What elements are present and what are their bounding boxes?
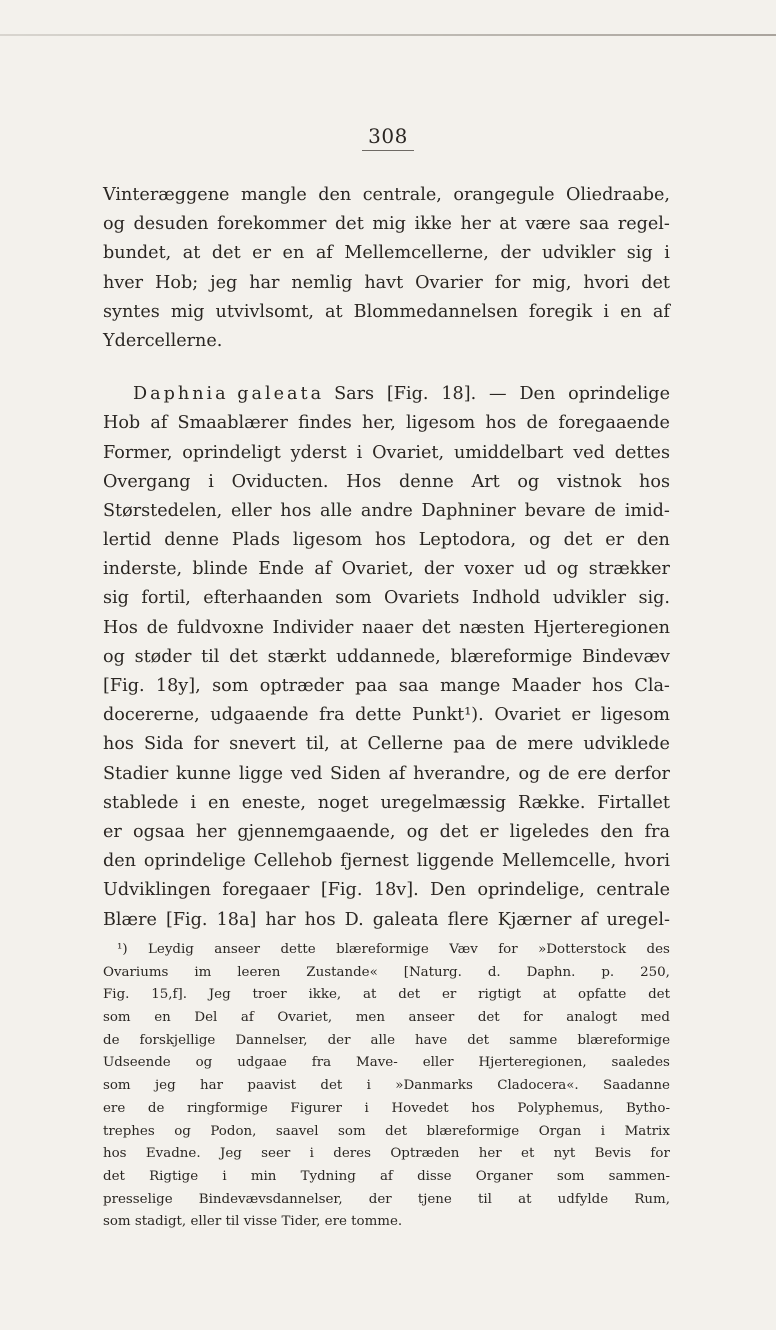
text-line: Overgang i Oviducten. Hos denne Art og vistnok hos [103, 471, 670, 492]
text-line: Udviklingen foregaaer [Fig. 18v]. Den oprindelige, centrale [103, 880, 670, 901]
paragraph-2-first-line [103, 380, 670, 409]
text-line: stablede i en eneste, noget uregelmæssig Række. Firtallet [103, 792, 670, 813]
footnote-line: det Rigtige i min Tydning af disse Organer som sammen- [103, 1168, 670, 1184]
text-line: Ydercellerne. [103, 330, 223, 351]
footnote [103, 939, 670, 1234]
footnote-line: hos Evadne. Jeg seer i deres Optræden her et nyt Bevis for [103, 1146, 670, 1162]
text-line: hver Hob; jeg har nemlig havt Ovarier for mig, hvori det [103, 272, 670, 293]
text-line: inderste, blinde Ende af Ovariet, der voxer ud og strækker [103, 559, 670, 580]
footnote-line: Udseende og udgaae fra Mave- eller Hjerteregionen, saaledes [103, 1055, 670, 1071]
text-line: den oprindelige Cellehob fjernest liggende Mellemcelle, hvori [103, 851, 670, 872]
first-line-rest: Sars [Fig. 18]. — Den oprindelige [334, 384, 670, 405]
footnote-line: som en Del af Ovariet, men anseer det for analogt med [103, 1010, 670, 1026]
footnote-line: ere de ringformige Figurer i Hovedet hos Polyphemus, Bytho- [103, 1100, 670, 1116]
text-line: syntes mig utvivlsomt, at Blommedannelsen foregik i en af [103, 301, 670, 322]
text-line: docererne, udgaaende fra dette Punkt¹). Ovariet er ligesom [103, 705, 670, 726]
text-line: Former, oprindeligt yderst i Ovariet, umiddelbart ved dettes [103, 442, 670, 463]
text-line: sig fortil, efterhaanden som Ovariets Indhold udvikler sig. [103, 588, 670, 609]
footnote-line: som jeg har paavist det i »Danmarks Cladocera«. Saadanne [103, 1078, 670, 1094]
text-line: Hob af Smaablærer findes her, ligesom hos de foregaaende [103, 413, 670, 434]
footnote-line: presselige Bindevævsdannelser, der tjene til at udfylde Rum, [103, 1191, 670, 1207]
footnote-line: de forskjellige Dannelser, der alle have det samme blæreformige [103, 1032, 670, 1048]
top-rule [0, 34, 776, 36]
text-line: [Fig. 18y], som optræder paa saa mange Maader hos Cla- [103, 676, 670, 696]
footnote-line: som stadigt, eller til visse Tider, ere tomme. [103, 1214, 403, 1230]
text-line: Stadier kunne ligge ved Siden af hverandre, og de ere derfor [103, 763, 670, 784]
text-line: Blære [Fig. 18a] har hos D. galeata flere Kjærner af uregel- [103, 909, 670, 930]
text-line: lertid denne Plads ligesom hos Leptodora, og det er den [103, 530, 670, 551]
text-line: hos Sida for snevert til, at Cellerne paa de mere udviklede [103, 734, 670, 755]
footnote-line: trephes og Podon, saavel som det blæreformige Organ i Matrix [103, 1123, 670, 1139]
body-text [103, 181, 670, 935]
footnote-line: ¹) Leydig anseer dette blæreformige Væv for »Dotterstock des [117, 942, 670, 957]
page-number [0, 124, 776, 148]
paragraph-1 [103, 181, 670, 356]
text-line: Vinteræggene mangle den centrale, orangegule Oliedraabe, [103, 185, 670, 205]
paragraph-2 [103, 380, 670, 935]
species-name: Daphnia galeata [133, 384, 325, 405]
footnote-line: Fig. 15,f]. Jeg troer ikke, at det er rigtigt at opfatte det [103, 987, 670, 1003]
footnote-line: Ovariums im leeren Zustande« [Naturg. d. Daphn. p. 250, [103, 964, 670, 980]
text-line: og støder til det stærkt uddannede, blæreformige Bindevæv [103, 646, 670, 667]
text-line: bundet, at det er en af Mellemcellerne, der udvikler sig i [103, 243, 670, 264]
text-line: er ogsaa her gjennemgaaende, og det er ligeledes den fra [103, 821, 670, 842]
page-number-text: 308 [362, 124, 414, 151]
text-line: Størstedelen, eller hos alle andre Daphniner bevare de imid- [103, 500, 670, 521]
text-line: Hos de fuldvoxne Individer naaer det næsten Hjerteregionen [103, 617, 670, 638]
text-line: og desuden forekommer det mig ikke her at være saa regel- [103, 214, 670, 235]
